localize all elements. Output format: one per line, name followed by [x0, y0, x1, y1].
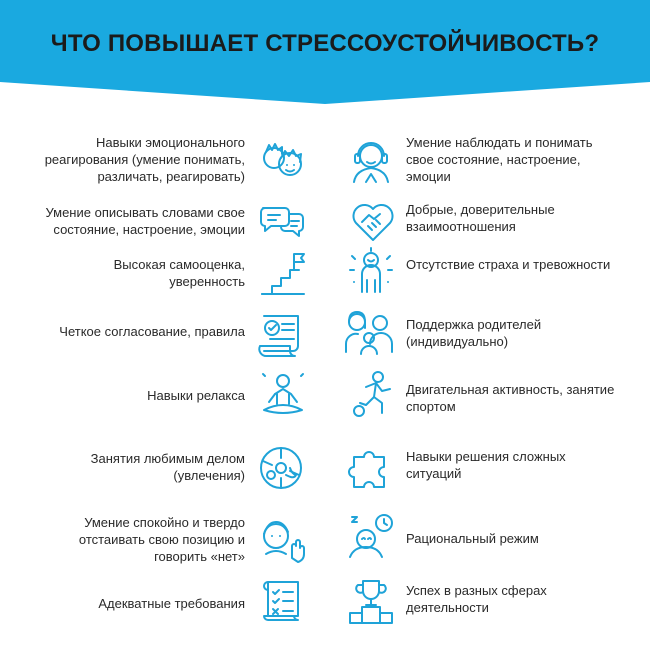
headphones-girl-icon	[346, 136, 396, 186]
family-icon	[344, 308, 394, 358]
hobbies-icon	[256, 443, 306, 493]
puzzle-piece-icon	[346, 443, 396, 493]
checklist-scroll-icon	[258, 577, 308, 627]
left-item-4-text: Четкое согласование, правила	[59, 324, 245, 339]
left-item-8-text: Адекватные требования	[98, 596, 245, 611]
left-item-7-text: Умение спокойно и твердо отстаивать свою позицию и говорить «нет»	[78, 515, 245, 564]
confident-person-icon	[346, 246, 396, 296]
right-item-3-text: Отсутствие страха и тревожности	[406, 257, 611, 272]
meditation-icon	[258, 368, 308, 418]
trophy-podium-icon	[346, 577, 396, 627]
right-item-7-text: Рациональный режим	[406, 531, 539, 546]
stairs-flag-icon	[258, 250, 308, 300]
left-item-3-text: Высокая самооценка, уверенность	[113, 257, 245, 289]
girl-stop-hand-icon	[256, 514, 306, 564]
heart-handshake-icon	[348, 196, 398, 246]
right-item-8-text: Успех в разных сферах деятельности	[406, 583, 547, 615]
left-item-6-text: Занятия любимым делом (увлечения)	[90, 451, 245, 483]
page-title: ЧТО ПОВЫШАЕТ СТРЕССОУСТОЙЧИВОСТЬ?	[50, 30, 600, 57]
right-item-2-text: Добрые, доверительные взаимоотношения	[406, 202, 555, 234]
right-item-6-text: Навыки решения сложных ситуаций	[406, 449, 566, 481]
contract-check-icon	[256, 310, 306, 360]
right-item-1-text: Умение наблюдать и понимать свое состояние, настроение, эмоции	[406, 135, 593, 184]
left-item-5-text: Навыки релакса	[147, 388, 245, 403]
children-faces-icon	[258, 136, 308, 186]
speech-bubbles-icon	[258, 196, 308, 246]
right-item-4-text: Поддержка родителей (индивидуально)	[406, 317, 542, 349]
sleeping-clock-icon	[346, 511, 396, 561]
right-item-5-text: Двигательная активность, занятие спортом	[406, 382, 615, 414]
football-player-icon	[348, 369, 398, 419]
left-item-1-text: Навыки эмоционального реагирования (умение понимать, различать, реагировать)	[44, 135, 245, 184]
left-item-2-text: Умение описывать словами свое состояние, настроение, эмоции	[45, 205, 245, 237]
